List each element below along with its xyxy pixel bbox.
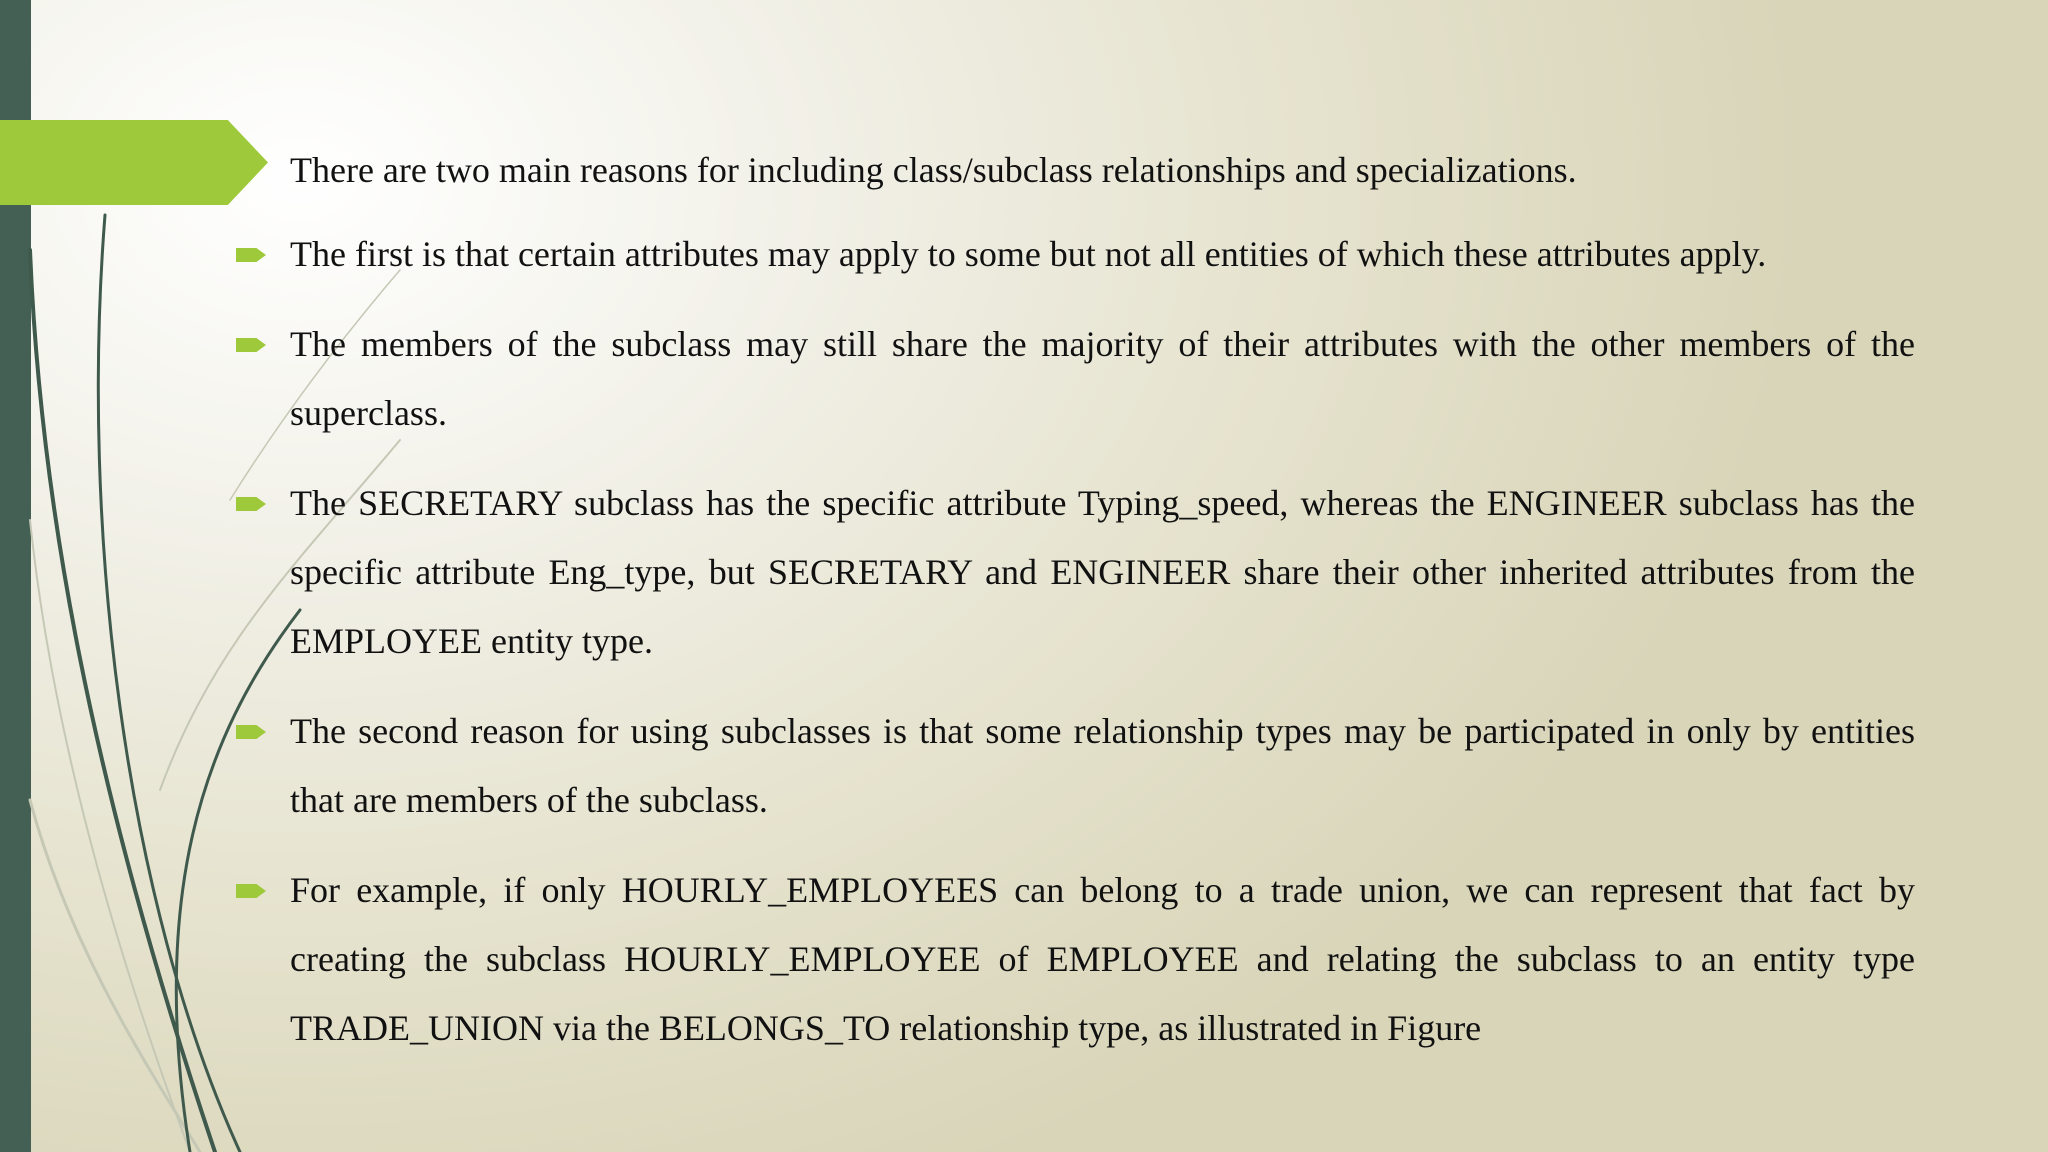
- bullet-text: The members of the subclass may still share the majority of their attributes with the other members of the superclass.: [290, 324, 1915, 433]
- title-arrow-shape: [0, 120, 268, 205]
- slide-content: [290, 140, 1915, 1084]
- bullet-list: [290, 220, 1915, 1063]
- arrow-bullet-icon: [236, 725, 266, 739]
- slide-intro: There are two main reasons for including class/subclass relationships and specializations.: [290, 150, 1577, 190]
- bullet-item: [290, 220, 1915, 289]
- bullet-item: [290, 310, 1915, 448]
- arrow-bullet-icon: [236, 497, 266, 511]
- arrow-bullet-icon: [236, 884, 266, 898]
- arrow-bullet-icon: [236, 338, 266, 352]
- bullet-text: The SECRETARY subclass has the specific attribute Typing_speed, whereas the ENGINEER subclass has the specific attribute Eng_type, but SECRETARY and ENGINEER share their other inherited attributes from the EMPLOYEE entity type.: [290, 483, 1915, 661]
- bullet-item: [290, 469, 1915, 676]
- bullet-item: [290, 856, 1915, 1063]
- bullet-text: The first is that certain attributes may apply to some but not all entities of which these attributes apply.: [290, 234, 1767, 274]
- bullet-item: [290, 697, 1915, 835]
- bullet-text: The second reason for using subclasses is that some relationship types may be participated in only by entities that are members of the subclass.: [290, 711, 1915, 820]
- arrow-bullet-icon: [236, 248, 266, 262]
- bullet-text: For example, if only HOURLY_EMPLOYEES can belong to a trade union, we can represent that fact by creating the subclass HOURLY_EMPLOYEE of EMPLOYEE and relating the subclass to an entity type TRADE_UNION via the BELONGS_TO relationship type, as illustrated in Figure: [290, 870, 1915, 1048]
